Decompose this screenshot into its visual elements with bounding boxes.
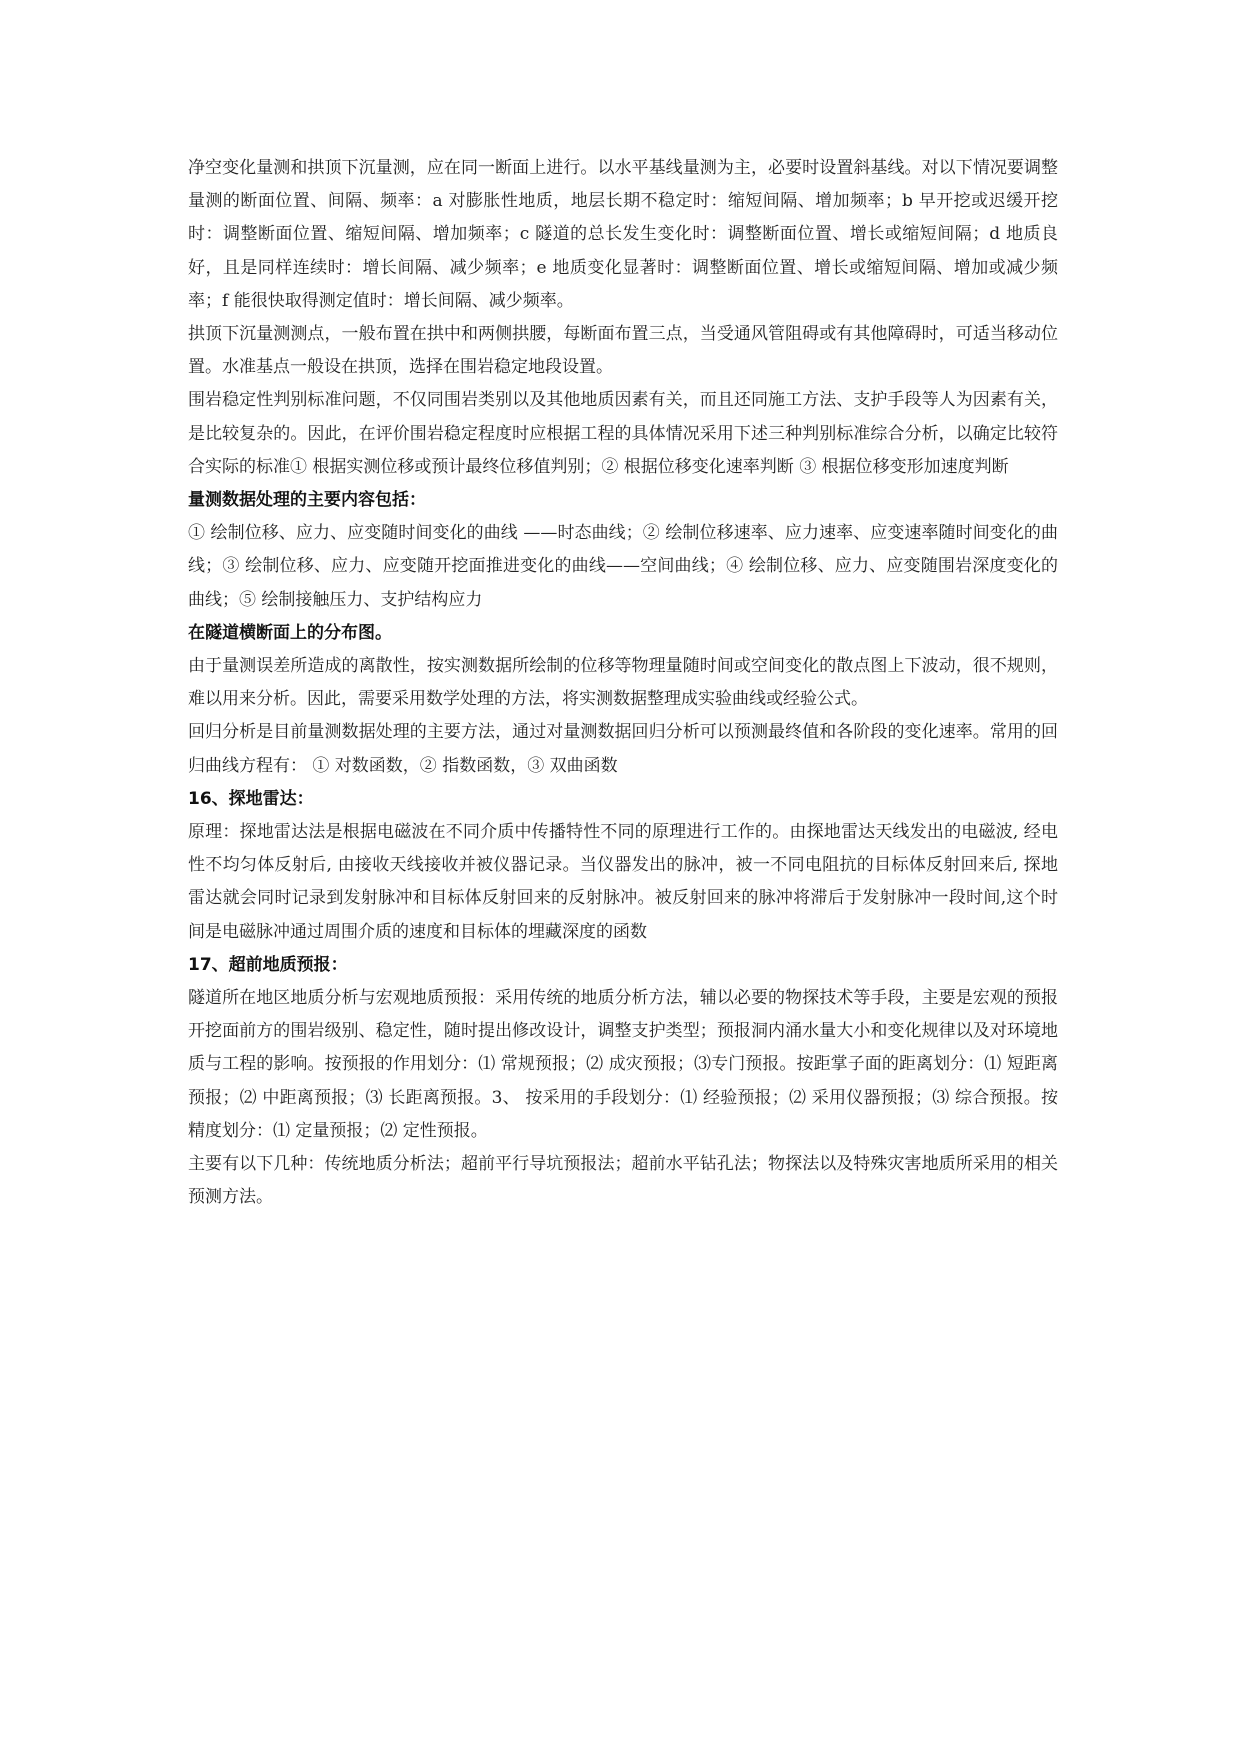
paragraph-rock-stability-criteria: 围岩稳定性判别标准问题，不仅同围岩类别以及其他地质因素有关，而且还同施工方法、支护手段等人为因素有关，是比较复杂的。因此，在评价围岩稳定程度时应根据工程的具体情况采用下述三种判别标准综合分析，以确定比较符合实际的标准① 根据实测位移或预计最终位移值判别；② 根据位移变化速率判断 ③ 根据位移变形加速度判断	[188, 390, 1058, 477]
paragraph-data-processing-curves: ① 绘制位移、应力、应变随时间变化的曲线 ——时态曲线；② 绘制位移速率、应力速率、应变速率随时间变化的曲线；③ 绘制位移、应力、应变随开挖面推进变化的曲线——空间曲线；④ 绘制位移、应力、应变随围岩深度变化的曲线；⑤ 绘制接触压力、支护结构应力	[188, 523, 1058, 610]
heading-ground-penetrating-radar: 16、探地雷达：	[188, 788, 314, 809]
heading-advance-geological-forecast: 17、超前地质预报：	[188, 954, 348, 975]
heading-data-processing: 量测数据处理的主要内容包括：	[188, 490, 426, 511]
paragraph-regression-analysis: 回归分析是目前量测数据处理的主要方法，通过对量测数据回归分析可以预测最终值和各阶段的变化速率。常用的回归曲线方程有： ① 对数函数，② 指数函数，③ 双曲函数	[188, 722, 1058, 776]
paragraph-measurement-scatter: 由于量测误差所造成的离散性，按实测数据所绘制的位移等物理量随时间或空间变化的散点图上下波动，很不规则，难以用来分析。因此，需要采用数学处理的方法，将实测数据整理成实验曲线或经验公式。	[188, 656, 1058, 710]
paragraph-radar-principle: 原理：探地雷达法是根据电磁波在不同介质中传播特性不同的原理进行工作的。由探地雷达天线发出的电磁波, 经电性不均匀体反射后, 由接收天线接收并被仪器记录。当仪器发出的脉冲，被一不同电阻抗的目标体反射回来后, 探地雷达就会同时记录到发射脉冲和目标体反射回来的反射脉冲。被反射回来的脉冲将滞后于发射脉冲一段时间,这个时间是电磁脉冲通过周围介质的速度和目标体的埋藏深度的函数	[188, 822, 1058, 942]
paragraph-geological-forecast-types: 隧道所在地区地质分析与宏观地质预报：采用传统的地质分析方法，辅以必要的物探技术等手段，主要是宏观的预报开挖面前方的围岩级别、稳定性，随时提出修改设计，调整支护类型；预报洞内涌水量大小和变化规律以及对环境地质与工程的影响。按预报的作用划分：⑴ 常规预报；⑵ 成灾预报；⑶专门预报。按距掌子面的距离划分：⑴ 短距离预报；⑵ 中距离预报；⑶ 长距离预报。3、 按采用的手段划分：⑴ 经验预报；⑵ 采用仪器预报；⑶ 综合预报。按精度划分：⑴ 定量预报；⑵ 定性预报。	[188, 988, 1058, 1141]
paragraph-forecast-methods: 主要有以下几种：传统地质分析法；超前平行导坑预报法；超前水平钻孔法；物探法以及特殊灾害地质所采用的相关预测方法。	[188, 1154, 1058, 1208]
paragraph-crown-settlement-points: 拱顶下沉量测测点，一般布置在拱中和两侧拱腰，每断面布置三点，当受通风管阻碍或有其他障碍时，可适当移动位置。水准基点一般设在拱顶，选择在围岩稳定地段设置。	[188, 324, 1058, 378]
document-body	[188, 152, 1058, 1215]
heading-cross-section-distribution: 在隧道横断面上的分布图。	[188, 622, 392, 643]
paragraph-measurement-section-adjustment: 净空变化量测和拱顶下沉量测，应在同一断面上进行。以水平基线量测为主，必要时设置斜基线。对以下情况要调整量测的断面位置、间隔、频率：a 对膨胀性地质，地层长期不稳定时：缩短间隔、增加频率；b 早开挖或迟缓开挖时：调整断面位置、缩短间隔、增加频率；c 隧道的总长发生变化时：调整断面位置、增长或缩短间隔；d 地质良好，且是同样连续时：增长间隔、减少频率；e 地质变化显著时：调整断面位置、增长或缩短间隔、增加或减少频率；f 能很快取得测定值时：增长间隔、减少频率。	[188, 158, 1058, 311]
